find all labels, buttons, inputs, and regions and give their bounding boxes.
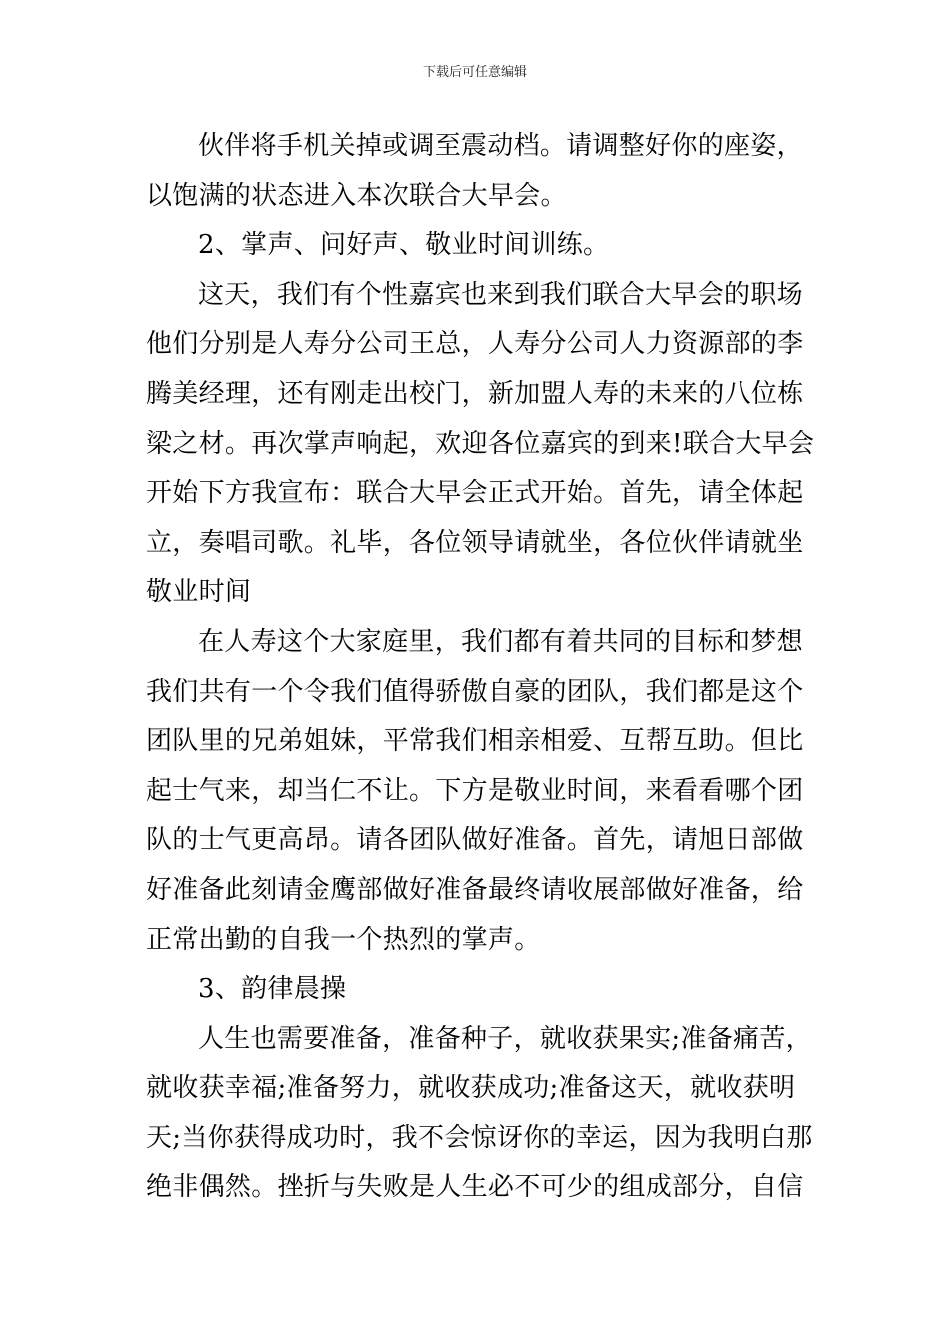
document-body xyxy=(146,122,815,1213)
text-line: 2、掌声、问好声、敬业时间训练。 xyxy=(198,230,610,261)
text-line: 在人寿这个大家庭里，我们都有着共同的目标和梦想 xyxy=(198,626,803,657)
paragraph xyxy=(146,271,815,618)
text-line: 我们共有一个令我们值得骄傲自豪的团队，我们都是这个 xyxy=(146,676,804,707)
text-line: 好准备此刻请金鹰部做好准备最终请收展部做好准备，给 xyxy=(146,874,804,905)
text-line: 绝非偶然。挫折与失败是人生必不可少的组成部分，自信 xyxy=(146,1172,804,1203)
text-line: 团队里的兄弟姐妹，平常我们相亲相爱、互帮互助。但比 xyxy=(146,726,804,757)
text-line: 人生也需要准备，准备种子，就收获果实;准备痛苦， xyxy=(198,1023,812,1054)
page-header: 下载后可任意编辑 xyxy=(422,65,527,80)
text-line: 立，奏唱司歌。礼毕，各位领导请就坐，各位伙伴请就坐 xyxy=(146,527,804,558)
text-line: 3、韵律晨操 xyxy=(198,974,347,1005)
paragraph xyxy=(146,618,808,965)
text-line: 敬业时间 xyxy=(146,577,252,608)
text-line: 开始下方我宣布：联合大早会正式开始。首先，请全体起 xyxy=(146,478,804,509)
paragraph xyxy=(146,1015,813,1213)
text-line: 队的士气更高昂。请各团队做好准备。首先，请旭日部做 xyxy=(146,825,804,856)
text-line: 他们分别是人寿分公司王总，人寿分公司人力资源部的李 xyxy=(146,329,804,360)
paragraph xyxy=(146,122,808,221)
text-line: 伙伴将手机关掉或调至震动档。请调整好你的座姿， xyxy=(198,131,803,161)
text-line: 这天，我们有个性嘉宾也来到我们联合大早会的职场 xyxy=(198,279,803,310)
text-line: 起士气来，却当仁不让。下方是敬业时间，来看看哪个团 xyxy=(146,775,804,806)
paragraph xyxy=(146,965,808,1015)
text-line: 天;当你获得成功时，我不会惊讶你的幸运，因为我明白那 xyxy=(146,1122,813,1153)
text-line: 就收获幸福;准备努力，就收获成功;准备这天，就收获明 xyxy=(146,1073,796,1104)
text-line: 以饱满的状态进入本次联合大早会。 xyxy=(146,180,567,211)
text-line: 正常出勤的自我一个热烈的掌声。 xyxy=(146,924,541,955)
text-line: 腾美经理，还有刚走出校门，新加盟人寿的未来的八位栋 xyxy=(146,378,804,409)
paragraph xyxy=(146,221,808,271)
text-line: 梁之材。再次掌声响起，欢迎各位嘉宾的到来!联合大早会 xyxy=(146,428,815,459)
